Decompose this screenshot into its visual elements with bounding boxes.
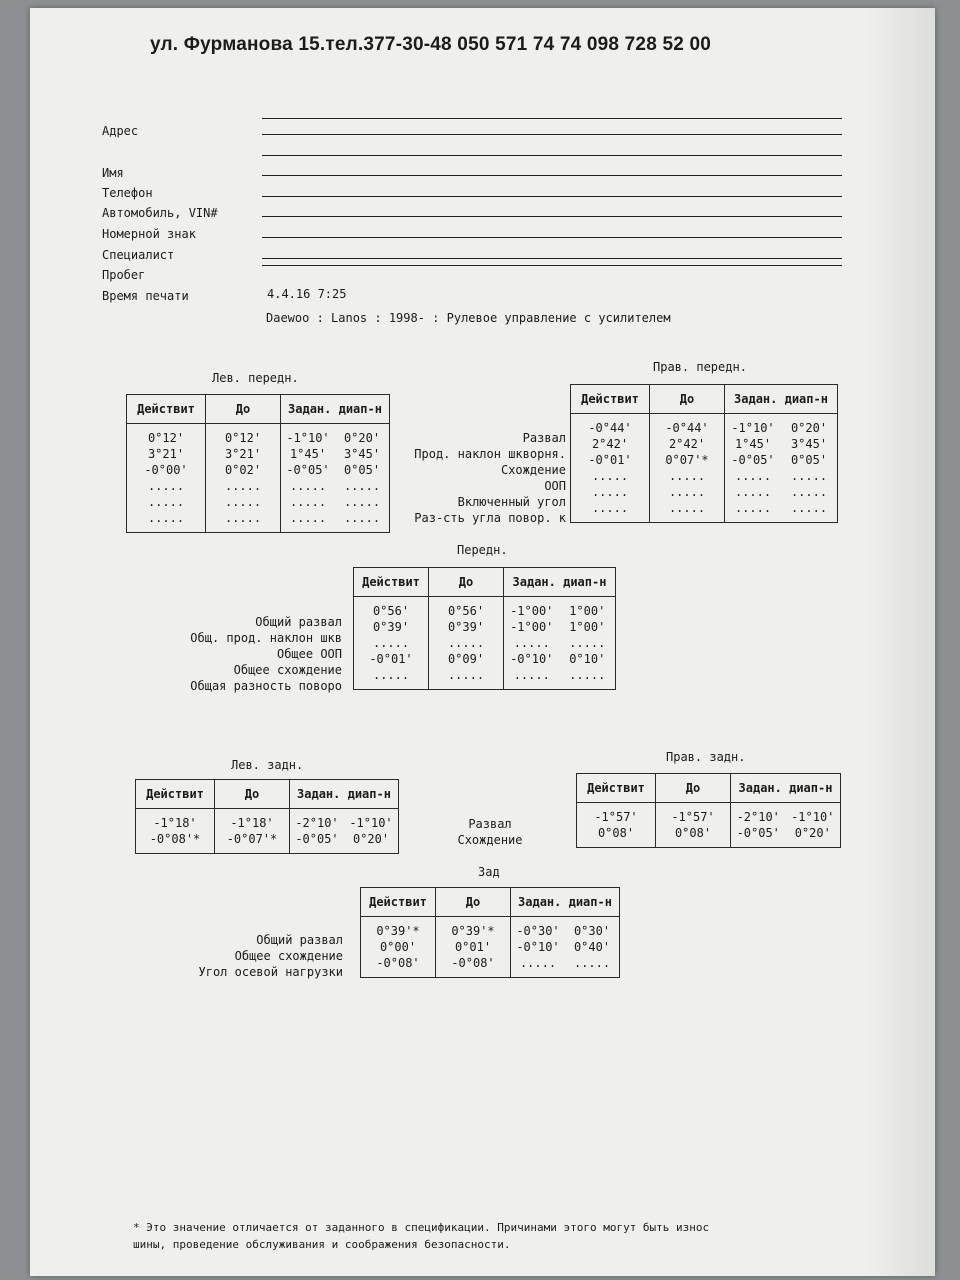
cell-before [650,468,725,484]
label-total-turn-diff: Общая разность поворо [190,679,342,693]
cell-before [206,462,281,478]
table-row [354,597,616,620]
field-line [262,118,842,119]
cell-before [215,809,290,832]
before-value: 0°08' [674,826,712,840]
cell-spec-range [504,597,616,620]
cell-actual [577,803,656,826]
actual-value: -0°00' [144,463,188,477]
col-before: До [215,780,290,809]
footnote-line-2: шины, проведение обслуживания и соображения безопасности. [133,1238,511,1251]
before-value: ..... [668,485,706,499]
label-camber: Развал [522,431,566,445]
spec-min-value: ..... [289,479,327,493]
col-actual: Действит [127,395,206,424]
actual-value: 0°12' [147,431,185,445]
spec-max-value: 0°20' [343,431,381,445]
table-row [577,825,841,848]
table-row [571,436,838,452]
before-value: 0°01' [454,940,492,954]
spec-max-value: 1°00' [569,604,606,618]
cell-spec-range [725,436,838,452]
actual-value: -1°18' [153,816,197,830]
cell-actual [361,939,436,955]
rear-total-title: Зад [478,865,500,879]
spec-max-value: 0°05' [790,453,828,467]
table-row [571,414,838,437]
before-value: 0°02' [224,463,262,477]
spec-min-value: ..... [513,668,550,682]
spec-max-value: 0°05' [343,463,381,477]
cell-before [429,619,504,635]
cell-actual [571,500,650,523]
cell-spec-range [725,414,838,437]
cell-before [206,510,281,533]
col-actual: Действит [354,568,429,597]
label-sai: ООП [544,479,566,493]
spec-min-value: ..... [734,485,772,499]
cell-spec-range [281,494,390,510]
spec-max-value: 0°10' [569,652,606,666]
before-value: -0°07'* [226,832,278,846]
cell-spec-range [281,446,390,462]
label-total-sai: Общее ООП [276,647,342,661]
field-line [262,265,842,266]
field-line [262,196,842,197]
actual-value: 0°39'* [376,924,420,938]
spec-min-value: 1°45' [734,437,772,451]
cell-spec-range [725,452,838,468]
actual-value: -0°44' [588,421,632,435]
table-row [354,635,616,651]
label-total-camber: Общий развал [255,615,342,629]
before-value: 2°42' [668,437,706,451]
before-value: 0°09' [447,652,485,666]
table-row [571,468,838,484]
cell-before [436,917,511,940]
spec-max-value: ..... [569,636,606,650]
cell-before [650,500,725,523]
table-row [361,939,620,955]
actual-value: 0°56' [372,604,410,618]
cell-spec-range [725,468,838,484]
table-row [361,955,620,978]
front-right-title: Прав. передн. [653,360,747,374]
rear-labels [440,816,540,848]
spec-min-value: -0°30' [516,924,560,938]
field-label-phone: Телефон [102,186,153,200]
table-row [571,484,838,500]
before-value: ..... [668,501,706,515]
actual-value: 0°08' [597,826,635,840]
cell-spec-range [731,825,841,848]
cell-actual [577,825,656,848]
cell-before [429,597,504,620]
cell-spec-range [511,917,620,940]
cell-spec-range [725,484,838,500]
label-included-angle: Включенный угол [457,495,566,509]
cell-before [206,446,281,462]
field-label-plate: Номерной знак [102,227,196,241]
cell-actual [127,510,206,533]
footnote-line-1: * Это значение отличается от заданного в спецификации. Причинами этого могут быть износ [133,1221,710,1234]
cell-actual [354,635,429,651]
actual-value: -0°01' [588,453,632,467]
front-total-labels [176,614,342,694]
rear-total-table [360,887,620,978]
front-left-table [126,394,390,533]
spec-max-value: ..... [343,511,381,525]
spec-max-value: ..... [573,956,611,970]
before-value: ..... [668,469,706,483]
rear-left-table [135,779,399,854]
col-spec: Задан. диап-н [281,395,390,424]
actual-value: ..... [372,668,410,682]
cell-actual [127,424,206,447]
cell-spec-range [504,667,616,690]
col-spec: Задан. диап-н [290,780,399,809]
before-value: 0°39'* [451,924,495,938]
cell-actual [354,597,429,620]
actual-value: -0°08' [376,956,420,970]
spec-max-value: 0°20' [352,832,390,846]
cell-before [429,651,504,667]
cell-spec-range [281,462,390,478]
spec-max-value: -1°10' [349,816,393,830]
table-row [577,803,841,826]
spec-max-value: 0°20' [794,826,831,840]
spec-min-value: ..... [734,469,772,483]
front-left-title: Лев. передн. [212,371,299,385]
cell-spec-range [511,955,620,978]
spec-max-value: -1°10' [791,810,835,824]
table-row [354,651,616,667]
front-total-table [353,567,616,690]
field-line [262,216,842,217]
cell-before [206,424,281,447]
field-line [262,134,842,135]
table-row [354,619,616,635]
before-value: 3°21' [224,447,262,461]
before-value: -0°08' [451,956,495,970]
label-rear-total-camber: Общий развал [256,933,343,947]
spec-min-value: -2°10' [295,816,339,830]
rear-right-title: Прав. задн. [666,750,746,764]
spec-max-value: ..... [790,485,828,499]
table-row [571,500,838,523]
cell-actual [571,414,650,437]
col-before: До [436,888,511,917]
cell-spec-range [290,809,399,832]
col-actual: Действит [136,780,215,809]
cell-before [650,414,725,437]
cell-actual [136,831,215,854]
cell-before [206,494,281,510]
spec-min-value: ..... [734,501,772,515]
spec-max-value: ..... [790,469,828,483]
field-label-name: Имя [102,166,124,180]
actual-value: ..... [591,501,629,515]
cell-spec-range [281,510,390,533]
label-turn-diff: Раз-сть угла повор. к [414,511,566,525]
cell-before [436,955,511,978]
spec-max-value: ..... [569,668,606,682]
table-row [127,462,390,478]
spec-max-value: ..... [790,501,828,515]
col-before: До [206,395,281,424]
before-value: ..... [224,495,262,509]
before-value: 0°39' [447,620,485,634]
actual-value: ..... [147,511,185,525]
spec-min-value: ..... [289,511,327,525]
col-actual: Действит [571,385,650,414]
before-value: ..... [224,511,262,525]
cell-spec-range [504,651,616,667]
field-label-vin: Автомобиль, VIN# [102,206,218,220]
paper-shadow [865,8,935,1276]
before-value: 0°56' [447,604,485,618]
footnote [133,1219,709,1253]
spec-min-value: -0°05' [286,463,330,477]
table-row [136,831,399,854]
spec-max-value: 0°20' [790,421,828,435]
table-row [354,667,616,690]
field-line [262,175,842,176]
table-row [127,446,390,462]
actual-value: -0°01' [369,652,413,666]
spec-min-value: -0°05' [736,826,780,840]
field-label-print-time: Время печати [102,289,189,303]
col-spec: Задан. диап-н [511,888,620,917]
before-value: -0°44' [665,421,709,435]
before-value: -1°57' [671,810,715,824]
spec-min-value: -0°05' [295,832,339,846]
table-row [136,809,399,832]
before-value: 0°12' [224,431,262,445]
spec-min-value: -1°00' [510,620,554,634]
cell-actual [354,667,429,690]
cell-before [650,452,725,468]
cell-spec-range [511,939,620,955]
cell-actual [361,917,436,940]
field-line [262,237,842,238]
field-line [262,155,842,156]
before-value: ..... [447,668,485,682]
col-spec: Задан. диап-н [504,568,616,597]
spec-max-value: ..... [343,495,381,509]
rear-right-table [576,773,841,848]
cell-before [656,803,731,826]
label-rear-camber: Развал [468,817,512,831]
front-right-table [570,384,838,523]
front-total-title: Передн. [457,543,508,557]
cell-actual [354,651,429,667]
spec-min-value: -0°10' [510,652,554,666]
before-value: ..... [224,479,262,493]
cell-actual [127,462,206,478]
cell-before [650,484,725,500]
actual-value: ..... [591,485,629,499]
col-spec: Задан. диап-н [731,774,841,803]
shop-header: ул. Фурманова 15.тел.377-30-48 050 571 74 74 098 728 52 00 [150,34,711,55]
cell-spec-range [731,803,841,826]
spec-min-value: -0°10' [516,940,560,954]
table-row [127,510,390,533]
col-before: До [429,568,504,597]
actual-value: 0°00' [379,940,417,954]
spec-min-value: -2°10' [736,810,780,824]
label-rear-total-toe: Общее схождение [234,949,343,963]
field-line [262,258,842,259]
spec-min-value: -1°10' [731,421,775,435]
cell-spec-range [504,635,616,651]
cell-before [650,436,725,452]
spec-max-value: 0°30' [573,924,611,938]
col-actual: Действит [361,888,436,917]
actual-value: -1°57' [594,810,638,824]
spec-min-value: ..... [513,636,550,650]
actual-value: 3°21' [147,447,185,461]
actual-value: 2°42' [591,437,629,451]
spec-min-value: ..... [289,495,327,509]
cell-actual [127,494,206,510]
spec-max-value: 1°00' [569,620,606,634]
before-value: -1°18' [230,816,274,830]
cell-before [436,939,511,955]
actual-value: 0°39' [372,620,410,634]
table-row [127,478,390,494]
cell-actual [571,436,650,452]
cell-before [215,831,290,854]
spec-max-value: 0°40' [573,940,611,954]
vehicle-spec: Daewoo : Lanos : 1998- : Рулевое управление с усилителем [266,311,671,325]
spec-min-value: ..... [519,956,557,970]
label-caster: Прод. наклон шкворня. [414,447,566,461]
actual-value: ..... [147,495,185,509]
cell-actual [127,478,206,494]
cell-actual [571,468,650,484]
spec-min-value: -1°00' [510,604,554,618]
cell-spec-range [281,424,390,447]
cell-before [429,667,504,690]
cell-actual [127,446,206,462]
table-row [571,452,838,468]
cell-spec-range [725,500,838,523]
field-label-specialist: Специалист [102,248,175,262]
spec-min-value: 1°45' [289,447,327,461]
label-total-toe: Общее схождение [233,663,342,677]
cell-actual [136,809,215,832]
before-value: 0°07'* [665,453,709,467]
cell-before [429,635,504,651]
table-row [127,424,390,447]
cell-actual [361,955,436,978]
cell-spec-range [281,478,390,494]
spec-max-value: ..... [343,479,381,493]
label-total-caster: Общ. прод. наклон шкв [190,631,342,645]
actual-value: ..... [147,479,185,493]
actual-value: ..... [591,469,629,483]
spec-max-value: 3°45' [790,437,828,451]
field-label-address: Адрес [102,124,139,138]
cell-spec-range [290,831,399,854]
cell-actual [571,484,650,500]
actual-value: -0°08'* [149,832,201,846]
print-time-value: 4.4.16 7:25 [267,287,347,301]
field-label-mileage: Пробег [102,268,146,282]
cell-actual [571,452,650,468]
cell-actual [354,619,429,635]
spec-max-value: 3°45' [343,447,381,461]
before-value: ..... [447,636,485,650]
label-rear-toe: Схождение [457,833,523,847]
rear-total-labels [180,932,343,980]
table-row [361,917,620,940]
col-before: До [656,774,731,803]
cell-before [206,478,281,494]
actual-value: ..... [372,636,410,650]
col-actual: Действит [577,774,656,803]
table-row [127,494,390,510]
label-thrust-angle: Угол осевой нагрузки [198,965,343,979]
spec-min-value: -1°10' [286,431,330,445]
front-labels [396,430,566,526]
cell-before [656,825,731,848]
spec-min-value: -0°05' [731,453,775,467]
cell-spec-range [504,619,616,635]
col-before: До [650,385,725,414]
col-spec: Задан. диап-н [725,385,838,414]
rear-left-title: Лев. задн. [231,758,304,772]
label-toe: Схождение [500,463,566,477]
